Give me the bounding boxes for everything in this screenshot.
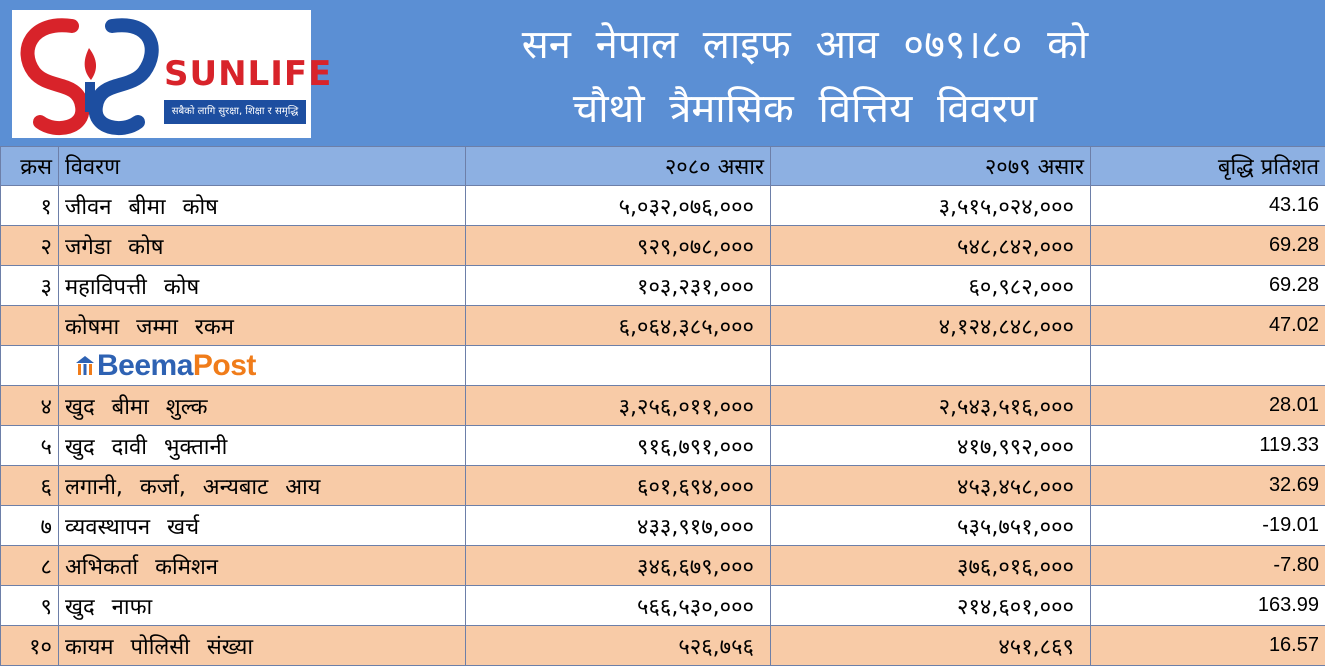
- table-row: [1, 266, 1325, 306]
- row-growth: 28.01: [1091, 386, 1325, 426]
- page-title-line-2: चौथो त्रैमासिक वित्तिय विवरण: [572, 86, 1038, 132]
- row-previous: २,५४३,५१६,०००: [771, 386, 1091, 426]
- row-sn: ६: [1, 466, 59, 506]
- beemapost-logo: [75, 349, 256, 382]
- row-current: ४३३,९१७,०००: [466, 506, 771, 546]
- table-row: [1, 546, 1325, 586]
- row-description: कोषमा जम्मा रकम: [59, 306, 466, 346]
- row-growth: 32.69: [1091, 466, 1325, 506]
- row-growth: 69.28: [1091, 266, 1325, 306]
- row-sn: १: [1, 186, 59, 226]
- row-current: ३,२५६,०११,०००: [466, 386, 771, 426]
- row-description: व्यवस्थापन खर्च: [59, 506, 466, 546]
- empty-cell: [466, 346, 771, 386]
- table-row: [1, 626, 1325, 666]
- row-description: खुद दावी भुक्तानी: [59, 426, 466, 466]
- row-growth: 119.33: [1091, 426, 1325, 466]
- beemapost-watermark: [59, 346, 466, 386]
- header-growth: बृद्धि प्रतिशत: [1091, 147, 1325, 186]
- logo-brand-text: SUNLIFE: [164, 54, 333, 94]
- row-previous: ५४८,८४२,०००: [771, 226, 1091, 266]
- page-title-line-1: सन नेपाल लाइफ आव ०७९।८० को: [521, 22, 1089, 68]
- header-previous-year: २०७९ असार: [771, 147, 1091, 186]
- row-current: ९१६,७९१,०००: [466, 426, 771, 466]
- row-description: जगेडा कोष: [59, 226, 466, 266]
- row-previous: ६०,९८२,०००: [771, 266, 1091, 306]
- row-growth: 16.57: [1091, 626, 1325, 666]
- row-previous: ४५३,४५८,०००: [771, 466, 1091, 506]
- empty-cell: [771, 346, 1091, 386]
- row-sn: ३: [1, 266, 59, 306]
- sunlife-logo: [12, 10, 333, 138]
- row-previous: ३,५१५,०२४,०००: [771, 186, 1091, 226]
- header-current-year: २०८० असार: [466, 147, 771, 186]
- row-sn: [1, 306, 59, 346]
- row-growth: 47.02: [1091, 306, 1325, 346]
- row-sn: ७: [1, 506, 59, 546]
- sunlife-emblem-icon: [12, 10, 162, 138]
- row-description: खुद नाफा: [59, 586, 466, 626]
- row-previous: ४,१२४,८४८,०००: [771, 306, 1091, 346]
- row-sn: २: [1, 226, 59, 266]
- row-current: ३४६,६७९,०००: [466, 546, 771, 586]
- row-description: महाविपत्ती कोष: [59, 266, 466, 306]
- row-description: अभिकर्ता कमिशन: [59, 546, 466, 586]
- row-sn: ८: [1, 546, 59, 586]
- table-row-total: [1, 306, 1325, 346]
- row-sn: १०: [1, 626, 59, 666]
- watermark-beema: Beema: [97, 348, 193, 382]
- table-row: [1, 466, 1325, 506]
- table-row: [1, 426, 1325, 466]
- watermark-post: Post: [192, 348, 256, 382]
- row-previous: ४५१,८६९: [771, 626, 1091, 666]
- table-header-row: [1, 147, 1325, 186]
- row-description: खुद बीमा शुल्क: [59, 386, 466, 426]
- row-sn: ४: [1, 386, 59, 426]
- row-growth: 163.99: [1091, 586, 1325, 626]
- header-banner: [0, 0, 1325, 146]
- table-row: [1, 226, 1325, 266]
- row-current: ९२९,०७८,०००: [466, 226, 771, 266]
- table-row: [1, 586, 1325, 626]
- table-row: [1, 386, 1325, 426]
- row-sn: ९: [1, 586, 59, 626]
- row-growth: -7.80: [1091, 546, 1325, 586]
- empty-cell: [1, 346, 59, 386]
- table-row: [1, 506, 1325, 546]
- building-icon: [75, 355, 95, 377]
- row-description: लगानी, कर्जा, अन्यबाट आय: [59, 466, 466, 506]
- row-previous: ५३५,७५१,०००: [771, 506, 1091, 546]
- row-current: ६,०६४,३८५,०००: [466, 306, 771, 346]
- row-growth: 43.16: [1091, 186, 1325, 226]
- row-growth: 69.28: [1091, 226, 1325, 266]
- row-current: ५२६,७५६: [466, 626, 771, 666]
- row-previous: ३७६,०१६,०००: [771, 546, 1091, 586]
- row-sn: ५: [1, 426, 59, 466]
- row-current: ५६६,५३०,०००: [466, 586, 771, 626]
- table-row: [1, 186, 1325, 226]
- row-description: कायम पोलिसी संख्या: [59, 626, 466, 666]
- watermark-row: [1, 346, 1325, 386]
- row-current: १०३,२३१,०००: [466, 266, 771, 306]
- row-description: जीवन बीमा कोष: [59, 186, 466, 226]
- row-growth: -19.01: [1091, 506, 1325, 546]
- row-current: ६०१,६९४,०००: [466, 466, 771, 506]
- empty-cell: [1091, 346, 1325, 386]
- row-previous: ४१७,९९२,०००: [771, 426, 1091, 466]
- financial-table: [0, 146, 1325, 666]
- logo-tagline: सबैको लागि सुरक्षा, शिक्षा र समृद्धि: [164, 100, 306, 124]
- row-current: ५,०३२,०७६,०००: [466, 186, 771, 226]
- header-sn: क्रस: [1, 147, 59, 186]
- header-description: विवरण: [59, 147, 466, 186]
- row-previous: २१४,६०१,०००: [771, 586, 1091, 626]
